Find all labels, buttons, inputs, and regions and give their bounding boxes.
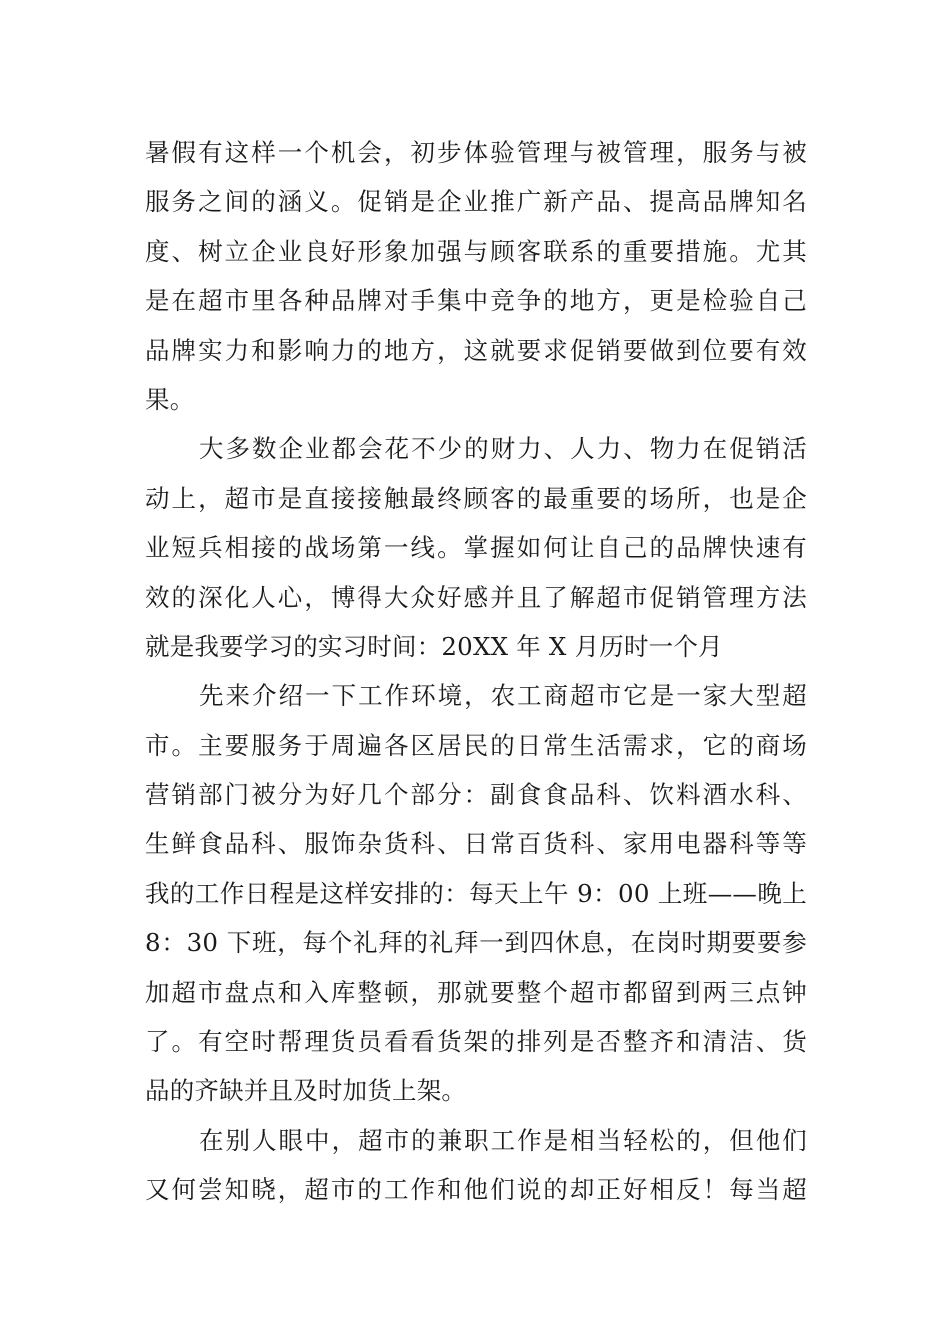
text-line: 效的深化人心，博得大众好感并且了解超市促销管理方法 [145, 582, 807, 612]
text-line: 了。有空时帮理货员看看货架的排列是否整齐和清洁、货 [145, 1027, 807, 1057]
text-line-indented: 大多数企业都会花不少的财力、人力、物力在促销活 [199, 434, 807, 464]
text-line: 加超市盘点和入库整顿，那就要整个超市都留到两三点钟 [145, 977, 807, 1007]
text-line: 品牌实力和影响力的地方，这就要求促销要做到位要有效 [145, 335, 807, 365]
text-line: 是在超市里各种品牌对手集中竞争的地方，更是检验自己 [145, 286, 807, 316]
text-line: 我的工作日程是这样安排的：每天上午 9：00 上班——晚上 [145, 878, 807, 908]
text-line: 服务之间的涵义。促销是企业推广新产品、提高品牌知名 [145, 187, 807, 217]
text-line: 业短兵相接的战场第一线。掌握如何让自己的品牌快速有 [145, 533, 807, 563]
text-line-indented: 先来介绍一下工作环境，农工商超市它是一家大型超 [199, 681, 807, 711]
text-line: 暑假有这样一个机会，初步体验管理与被管理，服务与被 [145, 138, 807, 167]
text-line: 市。主要服务于周遍各区居民的日常生活需求，它的商场 [145, 730, 807, 760]
text-line: 度、树立企业良好形象加强与顾客联系的重要措施。尤其 [145, 236, 807, 266]
document-body [145, 128, 807, 1215]
text-line: 生鲜食品科、服饰杂货科、日常百货科、家用电器科等等 [145, 829, 807, 859]
text-line-indented: 在别人眼中，超市的兼职工作是相当轻松的，但他们 [199, 1125, 807, 1155]
text-line: 就是我要学习的实习时间：20XX 年 X 月历时一个月 [145, 631, 723, 661]
text-line: 动上，超市是直接接触最终顾客的最重要的场所，也是企 [145, 483, 807, 513]
text-line: 品的齐缺并且及时加货上架。 [145, 1076, 467, 1106]
text-line: 8：30 下班，每个礼拜的礼拜一到四休息，在岗时期要要参 [145, 928, 807, 958]
text-line: 又何尝知晓，超市的工作和他们说的却正好相反！每当超 [145, 1175, 807, 1205]
text-line: 果。 [145, 384, 195, 414]
text-line: 营销部门被分为好几个部分：副食食品科、饮料酒水科、 [145, 780, 807, 810]
